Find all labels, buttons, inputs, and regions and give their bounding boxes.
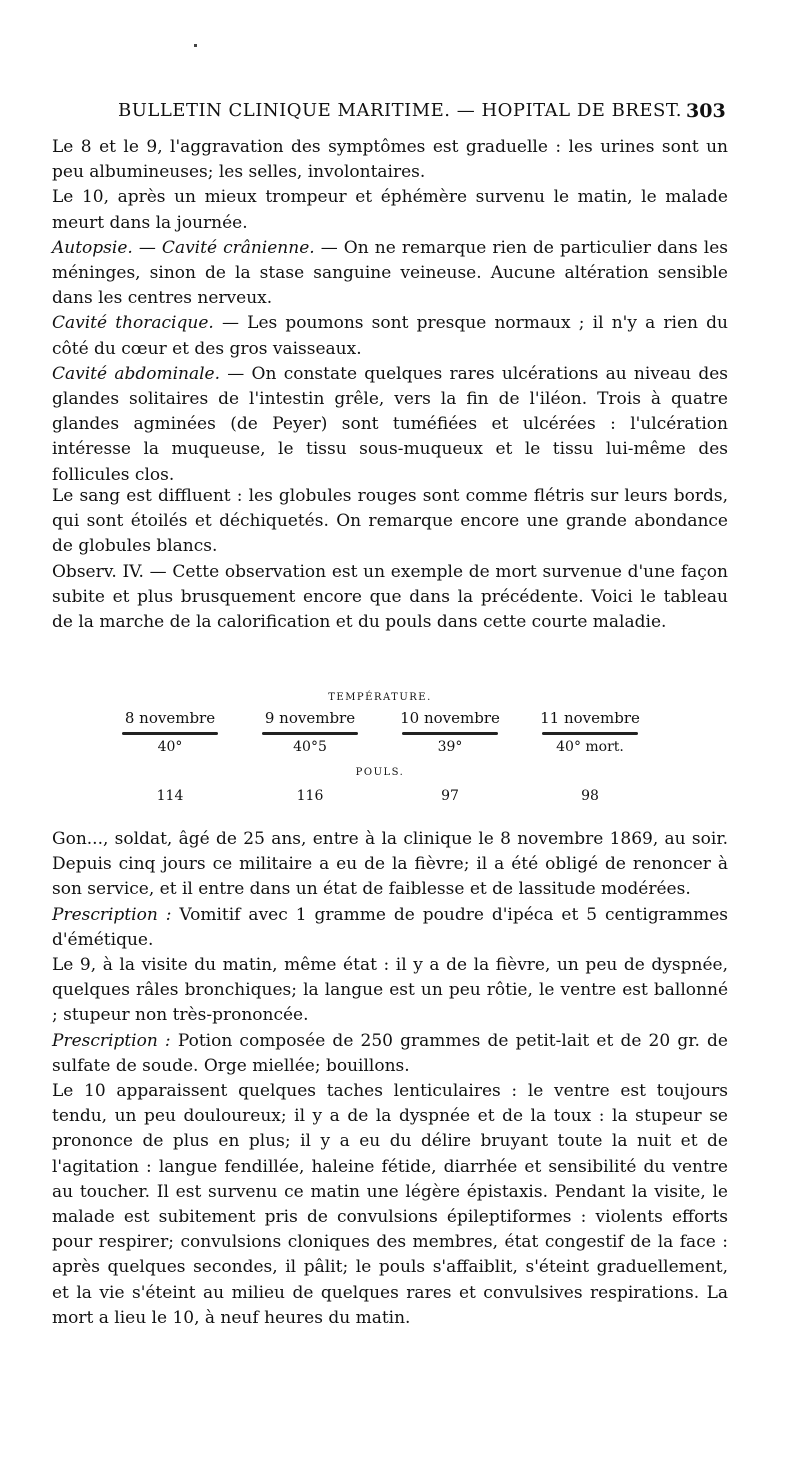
paragraph: Le 10 apparaissent quelques taches lenticulaires : le ventre est toujours tendu, un peu douloureux; il y a de la dyspnée et de la toux : la stupeur se prononce de plus en plus; il y a eu du délire bruyant toute la nuit et de l'agitation : langue fendillée, haleine fétide, diarrhée et sensibilité du ventre au toucher. Il est survenu ce matin une légère épistaxis. Pendant la visite, le malade est subitement pris de convulsions épileptiformes : violents efforts pour respirer; convulsions cloniques des membres, état congestif de la face : après quelques secondes, il pâlit; le pouls s'affaiblit, s'éteint graduellement, et la vie s'éteint au milieu de quelques rares et convulsives respirations. La mort a lieu le 10, à neuf heures du matin. [52,1081,728,1328]
running-head: BULLETIN CLINIQUE MARITIME. — HOPITAL DE BREST. [118,100,682,121]
temperature-label: TEMPÉRATURE. [328,692,432,703]
paragraph [52,236,728,312]
brace-rule [542,732,638,735]
brace-rule [262,732,358,735]
prescription-lead: Prescription : [52,904,172,925]
paragraph-text: — On constate quelques rares ulcérations au niveau des glandes solitaires de l'intestin grêle, vers la fin de l'iléon. Trois à quatre glandes agminées (de Peyer) sont tuméfiées et ulcérées : l'ulcération intéresse la muqueuse, le tissu sous-muqueux et le tissu lui-même des follicules clos. [52,363,728,485]
temperature-cell: 39° [437,739,463,755]
paragraph [52,362,728,488]
section-lead: Cavité abdominale. [52,363,221,384]
text-block-case [52,827,728,1331]
pulse-cell: 98 [581,788,599,804]
paragraph [52,1029,728,1079]
section-lead: Autopsie. — Cavité crânienne. [52,237,315,258]
pulse-label: POULS. [355,767,405,778]
paragraph-text: — Les poumons sont presque normaux ; il n'y a rien du côté du cœur et des gros vaisseaux. [52,313,729,359]
pulse-row [100,788,660,804]
paragraph: Le 10, après un mieux trompeur et éphémère survenu le matin, le malade meurt dans la journée. [52,187,728,233]
temperature-row [100,739,660,755]
pulse-cell: 114 [156,788,184,804]
pulse-cell: 116 [296,788,324,804]
paragraph: Le 9, à la visite du matin, même état : il y a de la fièvre, un peu de dyspnée, quelques râles bronchiques; la langue est un peu rôtie, le ventre est ballonné ; stupeur non très-prononcée. [52,955,728,1026]
temperature-cell: 40° mort. [556,739,624,755]
paragraph: Gon..., soldat, âgé de 25 ans, entre à la clinique le 8 novembre 1869, au soir. Depuis cinq jours ce militaire a eu de la fièvre; il a été obligé de renoncer à son service, et il entre dans un état de faiblesse et de lassitude modérées. [52,829,728,900]
temperature-cell: 40° [157,739,183,755]
paragraph: Le 8 et le 9, l'aggravation des symptômes est graduelle : les urines sont un peu albumineuses; les selles, involontaires. [52,137,728,183]
date-cell: 9 novembre [264,709,356,727]
brace-rule [122,732,218,735]
paragraph: Le sang est diffluent : les globules rouges sont comme flétris sur leurs bords, qui sont étoilés et déchiquetés. On remarque encore une grande abondance de globules blancs. [52,486,728,557]
page-number: 303 [686,100,726,122]
print-speck [194,44,197,47]
brace-rule [402,732,498,735]
pulse-cell: 97 [441,788,459,804]
date-row [100,709,660,727]
date-cell: 10 novembre [400,709,500,727]
text-block-autopsy [52,135,728,488]
section-lead: Cavité thoracique. [52,313,214,334]
text-block-observation [52,484,728,635]
date-cell: 8 novembre [124,709,216,727]
date-cell: 11 novembre [540,709,640,727]
paragraph-text: — On ne remarque rien de particulier dans les méninges, sinon de la stase sanguine veineuse. Aucune altération sensible dans les centres nerveux. [52,237,728,309]
temperature-cell: 40°5 [293,739,327,755]
prescription-lead: Prescription : [52,1030,171,1051]
paragraph [52,903,728,953]
paragraph: Observ. IV. — Cette observation est un exemple de mort survenue d'une façon subite et plus brusquement encore que dans la précédente. Voici le tableau de la marche de la calorification et du pouls dans cette courte maladie. [52,561,728,633]
temperature-pulse-table [100,692,660,804]
paragraph [52,311,728,361]
paragraph-text: Potion composée de 250 grammes de petit-lait et de 20 gr. de sulfate de soude. Orge miellée; bouillons. [52,1030,728,1076]
brace-row [100,727,660,739]
paragraph-text: Vomitif avec 1 gramme de poudre d'ipéca et 5 centigrammes d'émétique. [52,904,728,950]
